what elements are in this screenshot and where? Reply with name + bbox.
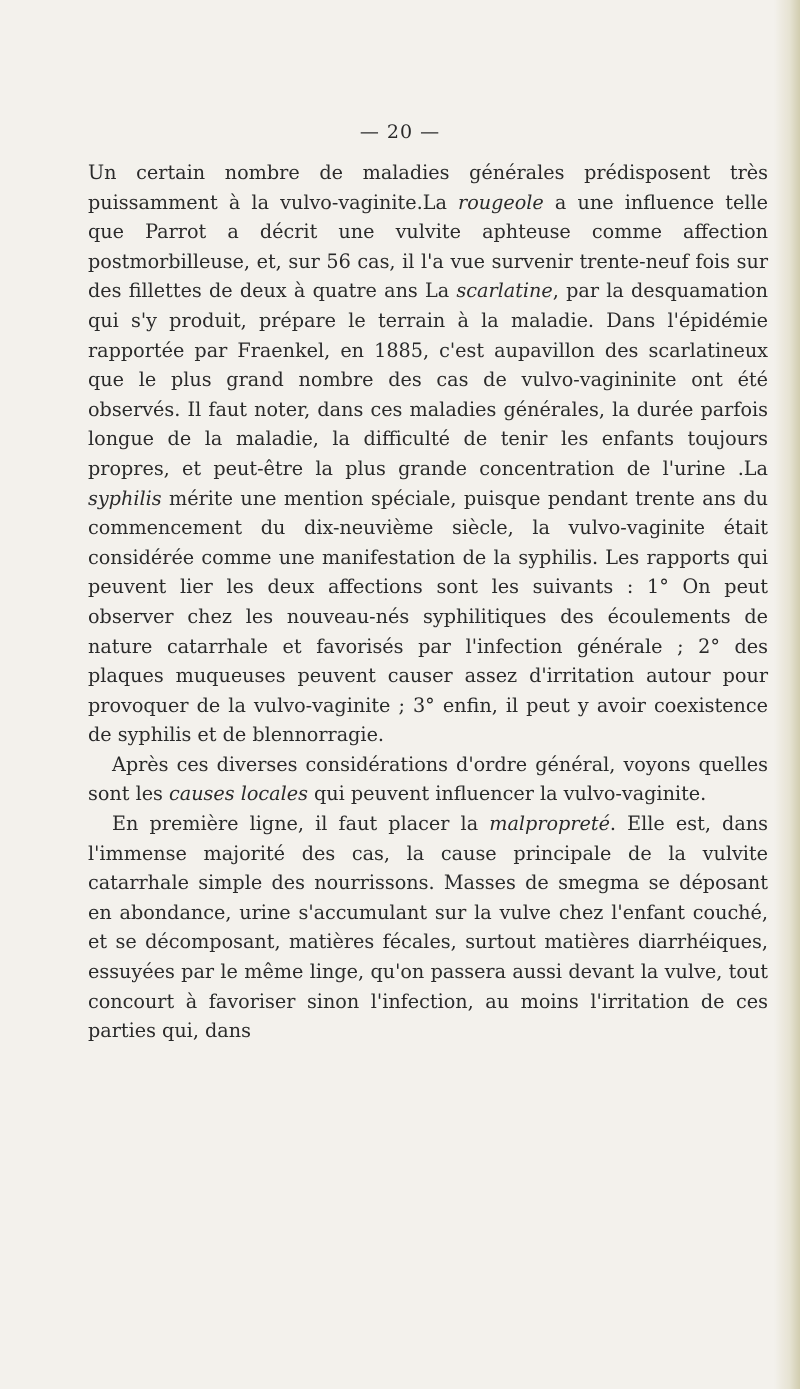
paragraph-segment: En première ligne, il faut placer la: [112, 812, 490, 836]
paragraph-segment-italic: malpropreté: [489, 812, 610, 836]
paragraph-segment-italic: rougeole: [458, 190, 544, 214]
paragraph-segment-italic: syphilis: [88, 486, 162, 510]
page-number: — 20 —: [359, 121, 441, 143]
paragraph-segment: a une influence telle que Parrot a décrit une vulvite aphteuse comme affection postmorbilleuse, et, sur 56 cas, il l'a vue survenir trente-neuf fois sur des fillettes de deux à quatre ans La: [88, 190, 768, 303]
body-text: [88, 158, 768, 1046]
paragraph-2: [88, 750, 768, 809]
paragraph-segment-italic: scarlatine: [456, 279, 553, 303]
paragraph-segment: mérite une mention spéciale, puisque pendant trente ans du commencement du dix-neuvième siècle, la vulvo-vaginite était considérée comme une manifestation de la syphilis. Les rapports qui peuvent lier les deux affections sont les suivants : 1° On peut observer chez les nouveau-nés syphilitiques des écoulements de nature catarrhale et favorisés par l'infection générale ; 2° des plaques muqueuses peuvent causer assez d'irritation autour pour provoquer de la vulvo-vaginite ; 3° enfin, il peut y avoir coexistence de syphilis et de blennorragie.: [88, 486, 768, 747]
paragraph-segment: qui peuvent influencer la vulvo-vaginite.: [307, 782, 707, 806]
paragraph-segment: , par la desquamation qui s'y produit, prépare le terrain à la maladie. Dans l'épidémie rapportée par Fraenkel, en 1885, c'est aupavillon des scarlatineux que le plus grand nombre des cas de vulvo-vagininite ont été observés. Il faut noter, dans ces maladies générales, la durée parfois longue de la maladie, la difficulté de tenir les enfants toujours propres, et peut-être la plus grande concentration de l'urine .La: [88, 279, 768, 480]
paragraph-segment-italic: causes locales: [169, 782, 308, 806]
paragraph-3: [88, 809, 768, 1046]
paragraph-segment: Après ces diverses considérations d'ordre général, voyons quelles sont les: [88, 752, 768, 806]
paragraph-1: [88, 158, 768, 750]
paragraph-segment: . Elle est, dans l'immense majorité des cas, la cause principale de la vulvite catarrhale simple des nourrissons. Masses de smegma se déposant en abondance, urine s'accumulant sur la vulve chez l'enfant couché, et se décomposant, matières fécales, surtout matières diarrhéiques, essuyées par le même linge, qu'on passera aussi devant la vulve, tout concourt à favoriser sinon l'infection, au moins l'irritation de ces parties qui, dans: [88, 812, 768, 1043]
paragraph-segment: Un certain nombre de maladies générales prédisposent très puissamment à la vulvo-vaginite.La: [88, 161, 768, 214]
page-edge-shadow: [774, 0, 800, 1389]
